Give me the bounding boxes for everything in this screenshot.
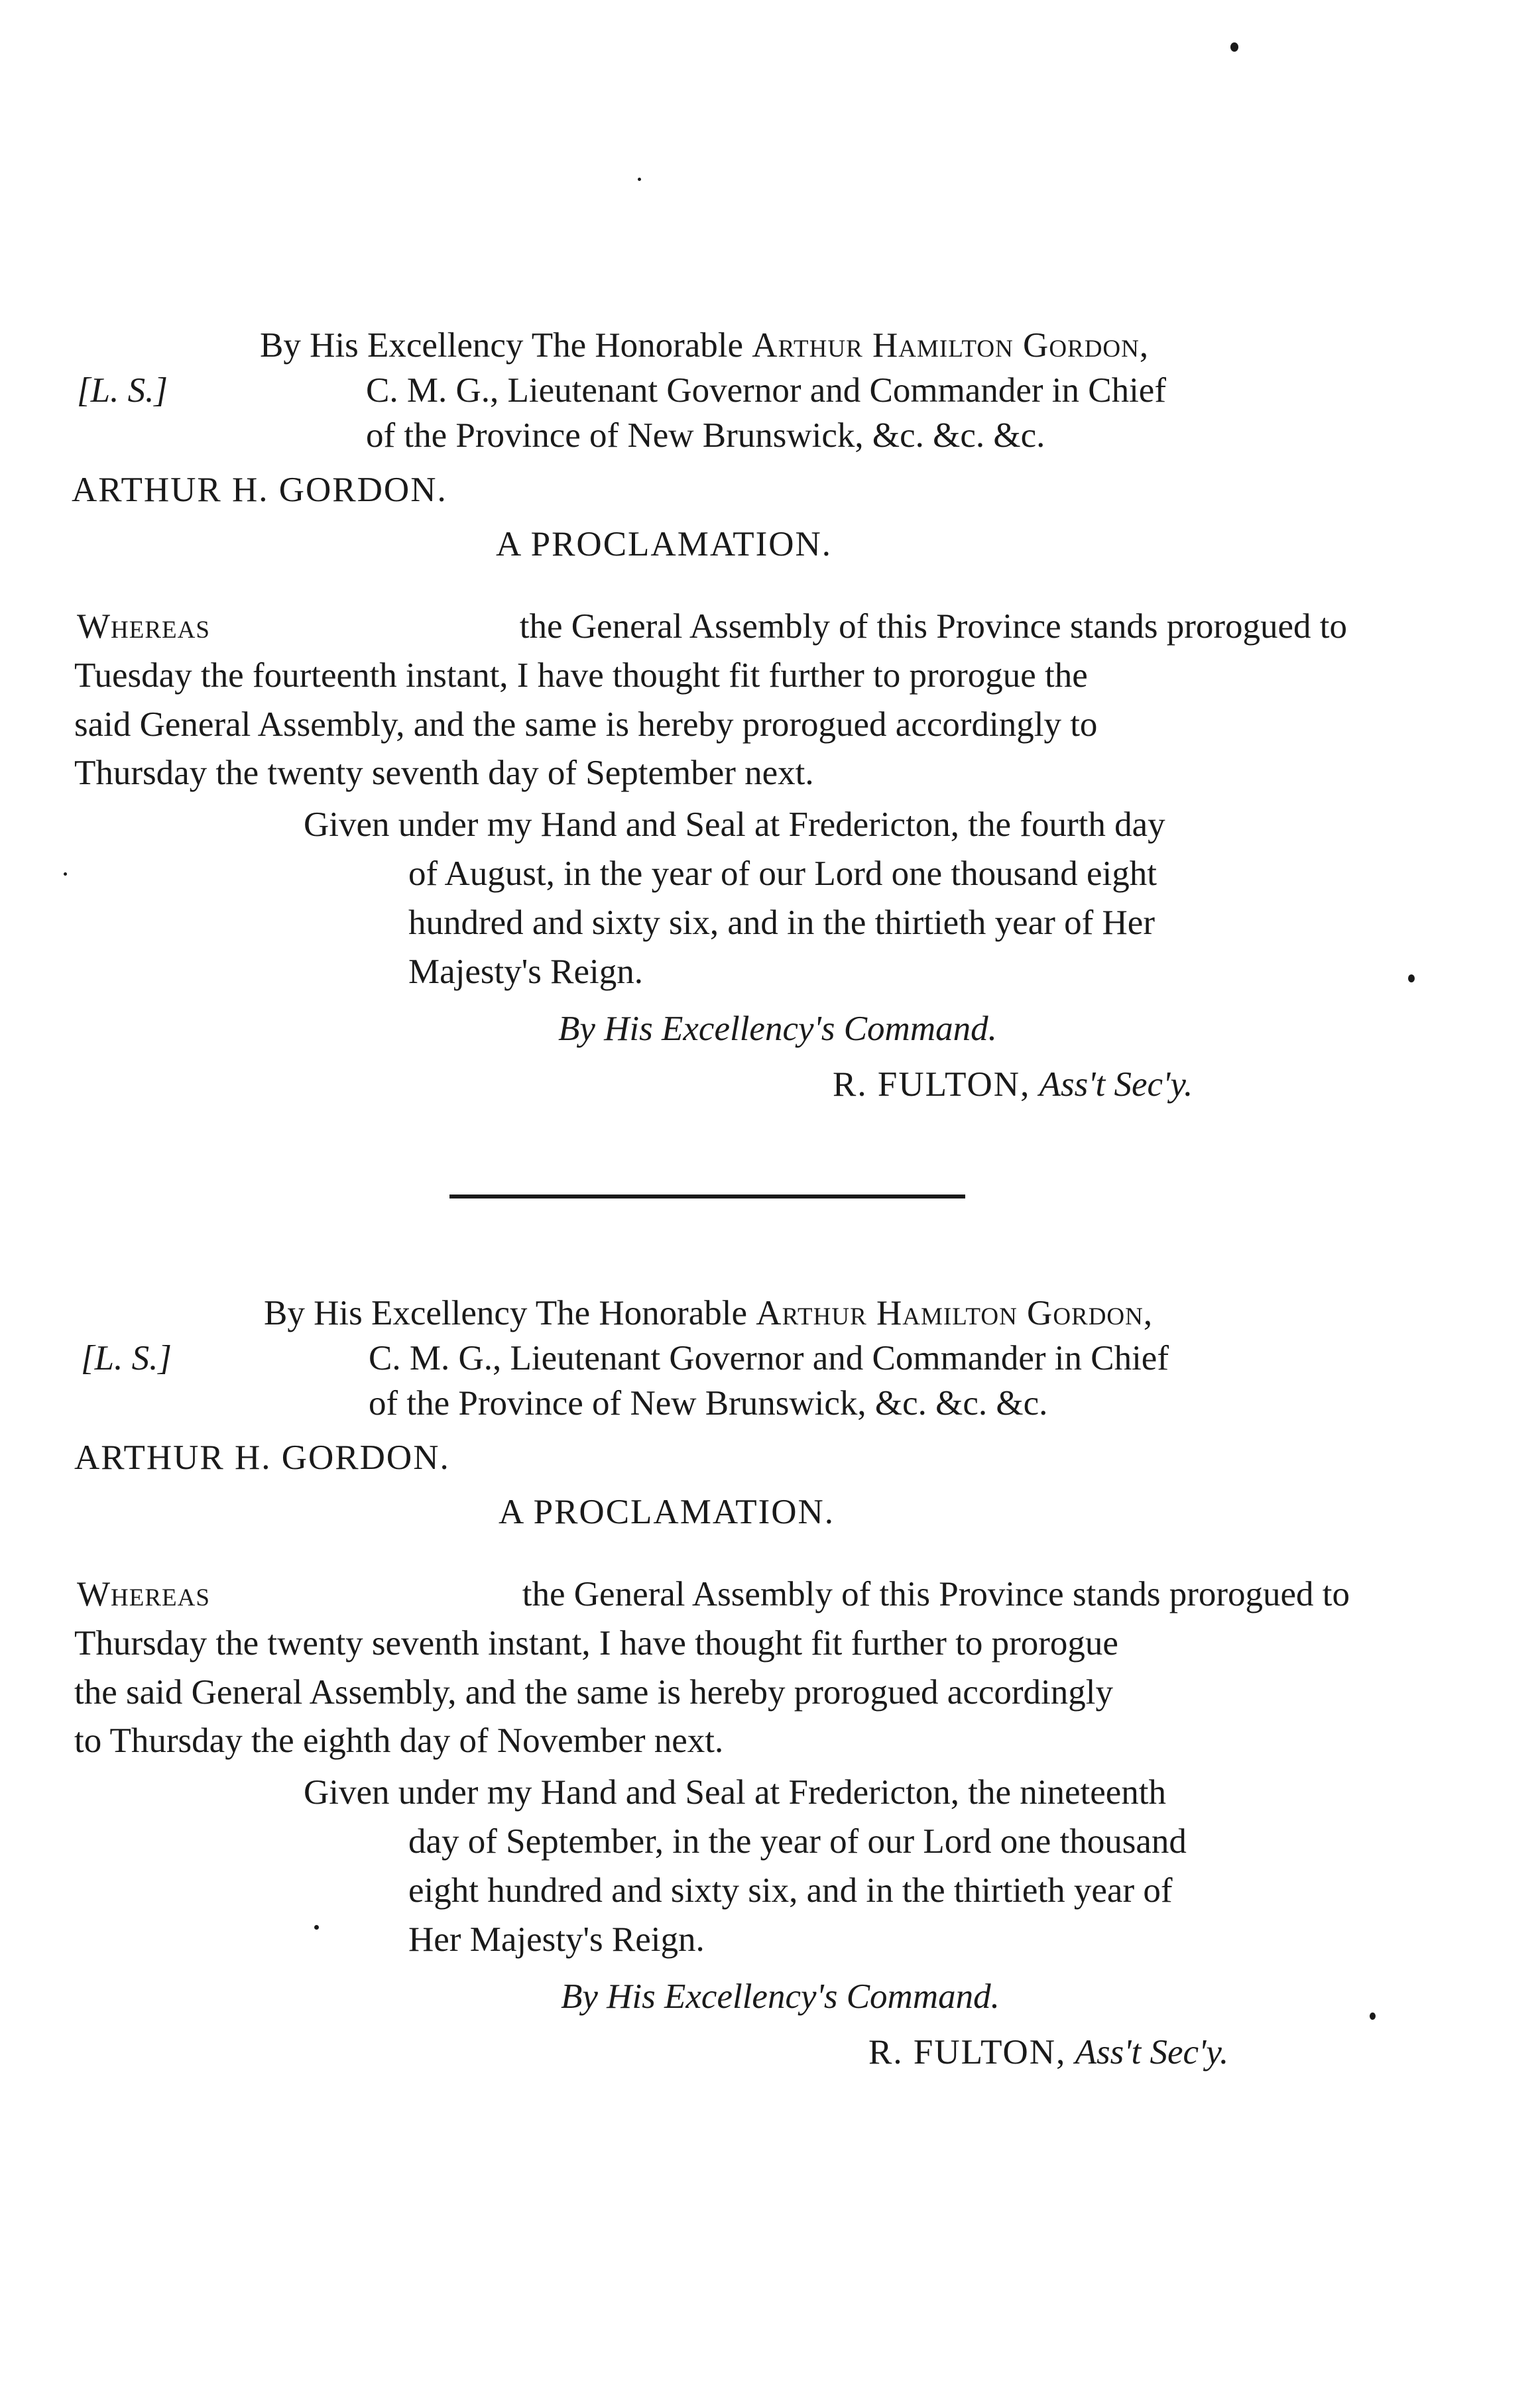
body-text: the General Assembly of this Province stands prorogued to <box>522 1575 1350 1613</box>
whereas-word: Whereas <box>77 607 210 646</box>
given-line-1: Given under my Hand and Seal at Fredericton, the fourth day <box>304 805 1165 844</box>
secretary-title: Ass't Sec'y. <box>1075 2033 1229 2072</box>
scan-speck <box>1230 42 1238 52</box>
heading-line-2: C. M. G., Lieutenant Governor and Commander in Chief <box>366 371 1166 410</box>
scan-speck <box>314 1925 319 1930</box>
heading-line-2: C. M. G., Lieutenant Governor and Commander in Chief <box>369 1339 1169 1377</box>
body-line-1 <box>77 1570 1350 1619</box>
heading-line-3: of the Province of New Brunswick, &c. &c. &c. <box>369 1384 1048 1423</box>
body-text: said General Assembly, and the same is hereby prorogued accordingly to <box>74 705 1098 744</box>
scan-speck <box>1408 974 1415 982</box>
given-line-1: Given under my Hand and Seal at Fredericton, the nineteenth <box>304 1773 1167 1812</box>
body-line-4: to Thursday the eighth day of November next. <box>74 1722 724 1760</box>
body-text: the General Assembly of this Province stands prorogued to <box>519 607 1347 646</box>
scan-speck <box>638 178 641 181</box>
governor-name: Arthur Hamilton Gordon, <box>752 326 1150 365</box>
secretary-name: R. FULTON, <box>868 2033 1067 2072</box>
body-line-3 <box>74 700 1347 749</box>
given-line-4: Her Majesty's Reign. <box>408 1920 705 1959</box>
proclamation-title: A PROCLAMATION. <box>499 1493 835 1531</box>
secretary-title: Ass't Sec'y. <box>1039 1065 1193 1104</box>
seal-label <box>77 367 168 414</box>
command-line: By His Excellency's Command. <box>561 1977 1000 2016</box>
heading-line-1 <box>264 1289 1153 1337</box>
body-line-2 <box>74 651 1347 700</box>
body-line-4: Thursday the twenty seventh day of September next. <box>74 754 814 792</box>
heading-prefix: By His Excellency The Honorable <box>264 1294 748 1332</box>
body-line-1 <box>77 602 1347 651</box>
given-line-3: eight hundred and sixty six, and in the thirtieth year of <box>408 1871 1173 1910</box>
signature: ARTHUR H. GORDON. <box>74 1438 450 1477</box>
scan-speck <box>64 872 67 876</box>
seal-text: [L. S.] <box>81 1339 172 1377</box>
heading-prefix: By His Excellency The Honorable <box>260 326 744 365</box>
governor-name: Arthur Hamilton Gordon, <box>756 1294 1154 1332</box>
body-line-2 <box>74 1619 1350 1668</box>
proclamation-title: A PROCLAMATION. <box>496 525 833 563</box>
secretary-line <box>833 1061 1193 1108</box>
body-text: Thursday the twenty seventh instant, I have thought fit further to prorogue <box>74 1624 1118 1663</box>
seal-label <box>81 1334 172 1382</box>
signature: ARTHUR H. GORDON. <box>72 471 447 509</box>
secretary-name: R. FULTON, <box>833 1065 1031 1104</box>
secretary-line <box>868 2028 1228 2076</box>
heading-line-3: of the Province of New Brunswick, &c. &c. &c. <box>366 416 1045 455</box>
given-line-4: Majesty's Reign. <box>408 953 644 991</box>
given-line-2: of August, in the year of our Lord one thousand eight <box>408 854 1157 893</box>
seal-text: [L. S.] <box>77 371 168 410</box>
section-divider <box>449 1195 965 1198</box>
given-line-2: day of September, in the year of our Lord one thousand <box>408 1822 1187 1861</box>
command-line: By His Excellency's Command. <box>558 1010 997 1048</box>
whereas-word: Whereas <box>77 1575 210 1613</box>
given-line-3: hundred and sixty six, and in the thirtieth year of Her <box>408 904 1155 942</box>
scan-speck <box>1370 2013 1376 2020</box>
body-text: the said General Assembly, and the same is hereby prorogued accordingly <box>74 1673 1113 1712</box>
body-text: Tuesday the fourteenth instant, I have thought fit further to prorogue the <box>74 656 1088 695</box>
body-line-3 <box>74 1668 1350 1717</box>
heading-line-1 <box>260 321 1149 369</box>
